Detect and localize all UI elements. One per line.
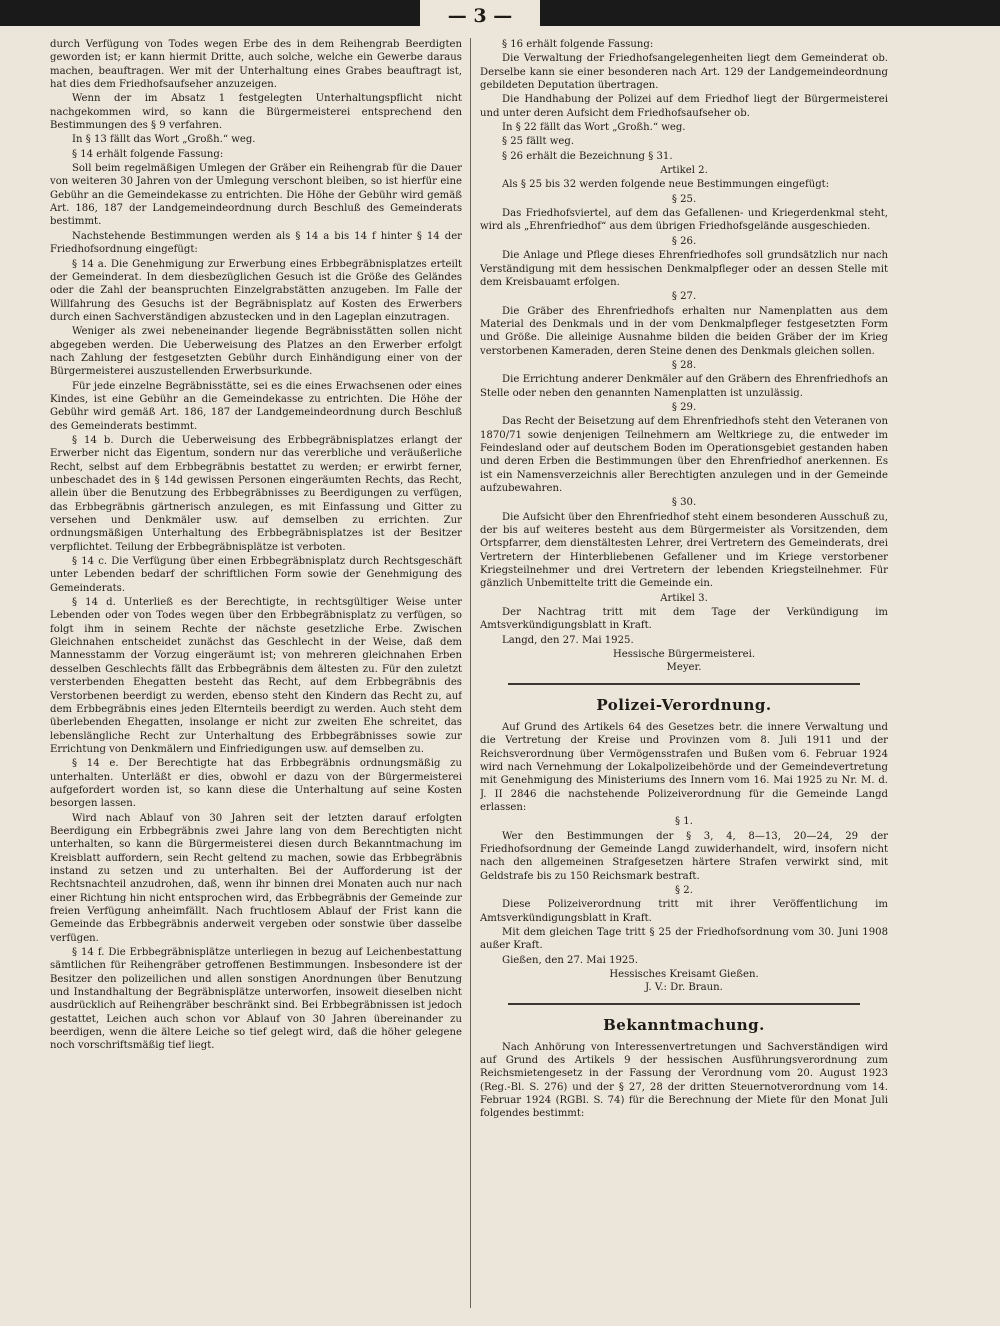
- paragraph: § 14 erhält folgende Fassung:: [72, 148, 224, 160]
- section-number: § 25.: [671, 193, 697, 205]
- scan-edge-right: [540, 0, 1000, 26]
- column-divider: [470, 38, 471, 1308]
- paragraph: Der Nachtrag tritt mit dem Tage der Verkündigung im Amtsverkündigungsblatt in Kraft.: [480, 607, 888, 632]
- paragraph: § 26 erhält die Bezeichnung § 31.: [502, 150, 673, 162]
- paragraph: Das Recht der Beisetzung auf dem Ehrenfriedhofs steht den Veteranen von 1870/71 sowie denjenigen Teilnehmern am Weltkriege zu, die entweder im Feindesland oder auf deutschem Boden im Operationsgebiet gestanden haben und deren Erben die Bestimmungen über den Ehrenfriedhof anerkennen. Es ist ein Namensverzeichnis aller Berechtigten anzulegen und in der Gemeinde aufzubewahren.: [480, 416, 888, 494]
- page-number: — 3 —: [447, 5, 513, 27]
- paragraph: Auf Grund des Artikels 64 des Gesetzes betr. die innere Verwaltung und die Vertretung der Kreise und Provinzen vom 8. Juli 1911 und der Reichsverordnung über Vermögensstrafen und Bußen vom 6. Februar 1924 wird nach Vernehmung der Lokalpolizeibehörde und der Gemeindevertretung mit Genehmigung des Ministeriums des Innern vom 16. Mai 1925 zu Nr. M. d. J. II 2846 die nachstehende Polizeiverordnung für die Gemeinde Langd erlassen:: [480, 721, 888, 813]
- section-number: § 30.: [671, 497, 697, 509]
- section-separator: [508, 683, 860, 685]
- paragraph: Weniger als zwei nebeneinander liegende Begräbnisstätten sollen nicht abgegeben werden. Die Ueberweisung des Platzes an den Erwerber erfolgt nach Zahlung der festgesetzten Gebühr durch Einhändigung einer von der Bürgermeisterei auszustellenden Erwerbsurkunde.: [50, 326, 462, 378]
- paragraph: Das Friedhofsviertel, auf dem das Gefallenen- und Kriegerdenkmal steht, wird als „Ehrenfriedhof“ aus dem übrigen Friedhofsgelände ausgeschieden.: [480, 208, 888, 233]
- paragraph: Wer den Bestimmungen der § 3, 4, 8—13, 20—24, 29 der Friedhofsordnung der Gemeinde Langd zuwiderhandelt, wird, insofern nicht nach den allgemeinen Strafgesetzen härtere Strafen verwirkt sind, mit Geldstrafe bis zu 150 Reichsmark bestraft.: [480, 830, 888, 882]
- signature: Meyer.: [666, 662, 702, 674]
- paragraph-14b: § 14 b. Durch die Ueberweisung des Erbbegräbnisplatzes erlangt der Erwerber nicht das Eigentum, sondern nur das vererbliche und veräußerliche Recht, selbst auf dem Erbbegräbnis bestattet zu werden; er erwirbt ferner, unbeschadet des in § 14d gewissen Personen eingeräumten Rechts, das Recht, allein über die Benutzung des Erbbegräbnisses zu Beerdigungen zu verfügen, das Erbbegräbnis gärtnerisch anzulegen, es mit Einfassung und Gitter zu versehen und Denkmäler usw. auf demselben zu errichten. Zur ordnungsmäßigen Unterhaltung des Erbbegräbnisplatzes ist der Besitzer verpflichtet. Teilung der Erbbegräbnisplätze ist verboten.: [50, 434, 462, 553]
- place-date: Langd, den 27. Mai 1925.: [502, 634, 634, 646]
- section-separator: [508, 1003, 860, 1005]
- paragraph: durch Verfügung von Todes wegen Erbe des in dem Reihengrab Beerdigten geworden ist; er kann hiermit Dritte, auch solche, welche ein Gewerbe daraus machen, beauftragen. Wer mit der Unterhaltung eines Grabes beauftragt ist, hat dies dem Friedhofsaufseher anzuzeigen.: [50, 39, 462, 91]
- paragraph: Die Errichtung anderer Denkmäler auf den Gräbern des Ehrenfriedhofs an Stelle oder neben den genannten Namenplatten ist unzulässig.: [480, 374, 888, 399]
- paragraph: § 25 fällt weg.: [502, 136, 575, 148]
- paragraph-14d: § 14 d. Unterließ es der Berechtigte, in rechtsgültiger Weise unter Lebenden oder von Todes wegen über den Erbbegräbnisplatz zu verfügen, so folgt ihm in seinem Rechte der nächste gesetzliche Erbe. Zwischen Gleichnahen entscheidet zunächst das Geschlecht in der Weise, daß dem Mannesstamm der Vorzug eingeräumt ist; von mehreren gleichnahen Erben desselben Geschlechts fällt das Erbbegräbnis dem ältesten zu. Für den zuletzt versterbenden Ehegatten besteht das Recht, auf dem Erbbegräbnis des Verstorbenen beerdigt zu werden, ebenso steht den Kindern das Recht zu, auf dem Erbbegräbnis eines jeden Elternteils beerdigt zu werden. Auch steht dem überlebenden Ehegatten, insolange er nicht zur zweiten Ehe schreitet, das lebenslängliche Recht zur Unterhaltung des Erbbegräbnisses sowie zur Errichtung von Denkmälern und Einfriedigungen usw. auf demselben zu.: [50, 597, 462, 755]
- paragraph: Mit dem gleichen Tage tritt § 25 der Friedhofsordnung vom 30. Juni 1908 außer Kraft.: [480, 926, 888, 952]
- left-column: [50, 38, 462, 1308]
- section-number: § 2.: [675, 884, 693, 896]
- authority: Hessisches Kreisamt Gießen.: [609, 969, 759, 980]
- paragraph: Für jede einzelne Begräbnisstätte, sei es die eines Erwachsenen oder eines Kindes, ist eine Gebühr an die Gemeindekasse zu entrichten. Die Höhe der Gebühr wird gemäß Art. 186, 187 der Landgemeindeordnung durch Beschluß des Gemeinderats bestimmt.: [50, 380, 462, 432]
- paragraph: Die Handhabung der Polizei auf dem Friedhof liegt der Bürgermeisterei und unter deren Aufsicht dem Friedhofsaufseher ob.: [480, 94, 888, 119]
- paragraph: In § 22 fällt das Wort „Großh.“ weg.: [502, 122, 686, 134]
- section-number: § 26.: [671, 235, 697, 247]
- article-heading: Artikel 2.: [660, 165, 708, 177]
- signature: J. V.: Dr. Braun.: [645, 982, 723, 994]
- paragraph: Soll beim regelmäßigen Umlegen der Gräber ein Reihengrab für die Dauer von weiteren 30 Jahren von der Umlegung verschont bleiben, so ist hierfür eine Gebühr an die Gemeindekasse zu entrichten. Die Höhe der Gebühr wird gemäß Art. 186, 187 der Landgemeindeordnung durch Beschluß des Gemeinderats bestimmt.: [50, 163, 462, 228]
- place-date: Gießen, den 27. Mai 1925.: [502, 954, 638, 966]
- paragraph: Nach Anhörung von Interessenvertretungen und Sachverständigen wird auf Grund des Artikels 9 der hessischen Ausführungsverordnung zum Reichsmietengesetz in der Fassung der Verordnung vom 20. August 1923 (Reg.-Bl. S. 276) und der § 27, 28 der dritten Steuernotverordnung vom 14. Februar 1924 (RGBl. S. 74) für die Berechnung der Miete für den Monat Juli folgendes bestimmt:: [480, 1041, 888, 1120]
- paragraph-14f: § 14 f. Die Erbbegräbnisplätze unterliegen in bezug auf Leichenbestattung sämtlichen für Reihengräber getroffenen Bestimmungen. Insbesondere ist der Besitzer den polizeilichen und allen sonstigen Anordnungen über Benutzung und Instandhaltung der Begräbnisplätze unterworfen, insoweit dieselben nicht ausdrücklich auf Reihengräber beschränkt sind. Bei Erbbegräbnissen ist jedoch gestattet, Leichen auch schon vor Ablauf von 30 Jahren übereinander zu beerdigen, wenn die ältere Leiche so tief gelegt wird, daß die höher gelegene noch vorschriftsmäßig tief liegt.: [50, 947, 462, 1052]
- scan-edge-left: [0, 0, 420, 26]
- paragraph-14a: § 14 a. Die Genehmigung zur Erwerbung eines Erbbegräbnisplatzes erteilt der Gemeinderat. In dem diesbezüglichen Gesuch ist die Größe des Geländes oder die Zahl der beanspruchten Einzelgrabstätten anzugeben. Im Falle der Willfahrung des Gesuchs ist der Begräbnisplatz auf Kosten des Erwerbers durch einen Sachverständigen abzustecken und in den Lageplan einzutragen.: [50, 258, 462, 323]
- paragraph-14e: § 14 e. Der Berechtigte hat das Erbbegräbnis ordnungsmäßig zu unterhalten. Unterläßt er dies, obwohl er dazu von der Bürgermeisterei aufgefordert worden ist, so kann diese die Unterhaltung auf seine Kosten besorgen lassen.: [50, 758, 462, 810]
- article-heading: Artikel 3.: [660, 592, 708, 604]
- authority: Hessische Bürgermeisterei.: [612, 649, 756, 661]
- section-number: § 29.: [671, 401, 697, 413]
- heading-bekanntmachung: Bekanntmachung.: [603, 1015, 765, 1034]
- paragraph: Als § 25 bis 32 werden folgende neue Bestimmungen eingefügt:: [502, 179, 830, 191]
- paragraph: Nachstehende Bestimmungen werden als § 14 a bis 14 f hinter § 14 der Friedhofsordnung eingefügt:: [50, 230, 462, 256]
- paragraph-14c: § 14 c. Die Verfügung über einen Erbbegräbnisplatz durch Rechtsgeschäft unter Lebenden bedarf der schriftlichen Form sowie der Genehmigung des Gemeinderats.: [50, 556, 462, 594]
- section-number: § 28.: [671, 359, 697, 371]
- paragraph: § 16 erhält folgende Fassung:: [502, 39, 654, 50]
- section-number: § 27.: [671, 291, 697, 303]
- paragraph: Wird nach Ablauf von 30 Jahren seit der letzten darauf erfolgten Beerdigung ein Erbbegräbnis zwei Jahre lang von dem Berechtigten nicht unterhalten, so kann die Bürgermeisterei diesen durch Bekanntmachung im Kreisblatt auffordern, sein Recht geltend zu machen, sowie das Erbbegräbnis instand zu setzen und zu unterhalten. Bei der Aufforderung ist der Rechtsnachteil anzudrohen, daß, wenn ihr binnen drei Monaten auch nur nach einer Richtung hin nicht entsprochen wird, das Erbbegräbnis der Gemeinde zur freien Verfügung anheimfällt. Nach fruchtlosem Ablauf der Frist kann die Gemeinde das Erbbegräbnis anderweit vergeben oder sonstwie über dasselbe verfügen.: [50, 812, 462, 944]
- paragraph: Die Gräber des Ehrenfriedhofs erhalten nur Namenplatten aus dem Material des Denkmals und in der vom Denkmalpfleger festgesetzten Form und Größe. Die alleinige Ausnahme bilden die beiden Gräber der im Krieg verstorbenen Kameraden, deren Steine denen des Denkmals gleichen sollen.: [480, 305, 888, 357]
- paragraph: Die Aufsicht über den Ehrenfriedhof steht einem besonderen Ausschuß zu, der bis auf weiteres besteht aus dem Bürgermeister als Vorsitzenden, dem Ortspfarrer, dem dienstältesten Lehrer, drei Vertretern des Gemeinderats, drei Vertretern der Hinterbliebenen Gefallener und im Kriege verstorbener Kriegsteilnehmer und drei Vertretern der lebenden Kriegsteilnehmer. Für gänzlich Unbemittelte tritt die Gemeinde ein.: [480, 511, 888, 590]
- paragraph: Die Anlage und Pflege dieses Ehrenfriedhofes soll grundsätzlich nur nach Verständigung mit dem hessischen Denkmalpfleger oder an dessen Stelle mit dem Kreisbauamt erfolgen.: [480, 250, 888, 288]
- right-column: [480, 38, 888, 1308]
- paragraph: In § 13 fällt das Wort „Großh.“ weg.: [72, 134, 256, 146]
- paragraph: Diese Polizeiverordnung tritt mit ihrer Veröffentlichung im Amtsverkündigungsblatt in Kraft.: [480, 899, 888, 924]
- section-number: § 1.: [675, 816, 693, 828]
- heading-polizei-verordnung: Polizei-Verordnung.: [596, 695, 772, 714]
- paragraph: Wenn der im Absatz 1 festgelegten Unterhaltungspflicht nicht nachgekommen wird, so kann die Bürgermeisterei entsprechend den Bestimmungen des § 9 verfahren.: [50, 93, 462, 132]
- paragraph: Die Verwaltung der Friedhofsangelegenheiten liegt dem Gemeinderat ob. Derselbe kann sie einer besonderen nach Art. 129 der Landgemeindeordnung gebildeten Deputation übertragen.: [480, 53, 888, 92]
